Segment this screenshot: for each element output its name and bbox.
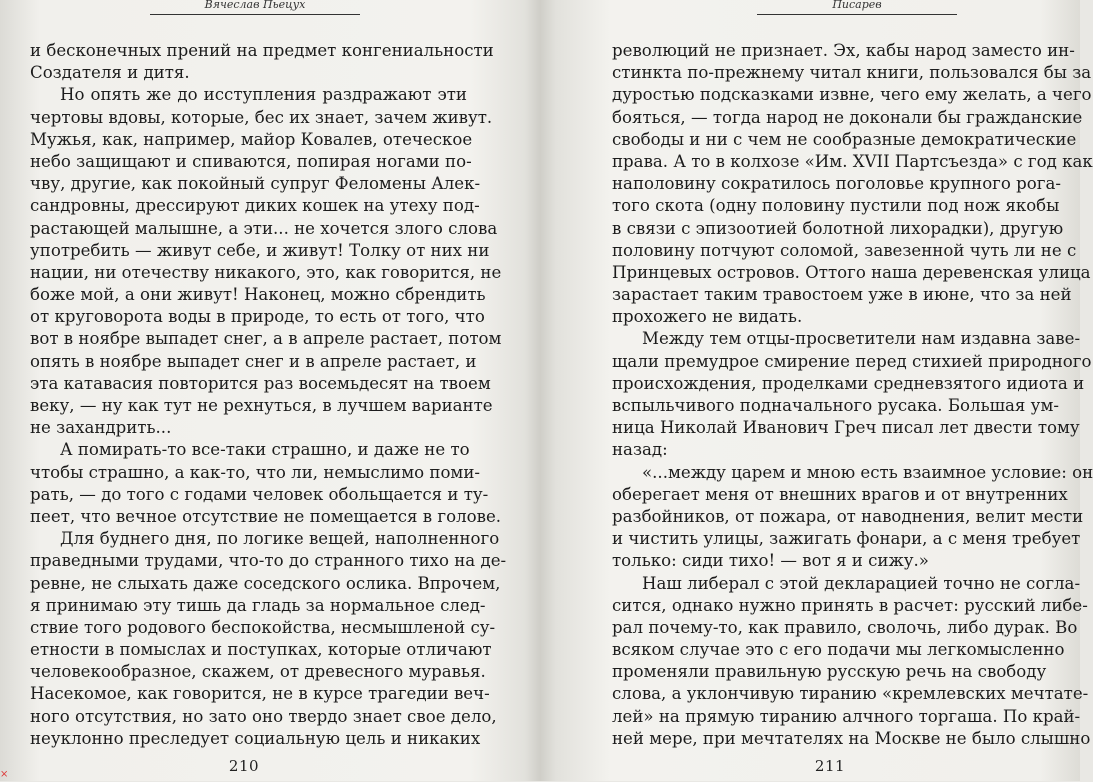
text-line: только: сиди тихо! — вот я и сижу.» (612, 551, 929, 571)
text-line: всяком случае это с его подачи мы легкомысленно (612, 640, 1065, 660)
text-line: того скота (одну половину пустили под нож якобы (612, 196, 1060, 216)
text-line: небо защищают и спиваются, попирая ногами по- (30, 151, 472, 171)
text-line: свободы и ни с чем не сообразные демократические (612, 129, 1077, 149)
text-line: вспыльчивого подначального русака. Большая ум- (612, 396, 1059, 415)
text-line: человекообразное, скажем, от древесного муравья. (30, 662, 486, 682)
text-line: лей» на прямую тиранию алчного торгаша. По край- (612, 706, 1081, 726)
text-line: Мужья, как, например, майор Ковалев, отеческое (30, 129, 473, 149)
running-head-right: Писарев (757, 0, 957, 15)
text-line: «...между царем и мною есть взаимное условие: он (642, 462, 1093, 482)
text-line: нации, ни отечеству никакого, это, как говорится, не (30, 262, 502, 282)
text-line: происхождения, проделками средневзятого идиота и (612, 373, 1085, 393)
text-line: в связи с эпизоотией болотной лихорадки), другую (612, 218, 1064, 238)
text-line: зарастает таким травостоем уже в июне, что за ней (612, 285, 1072, 305)
text-line: права. А то в колхозе «Им. XVII Партсъезда» с год как (612, 151, 1093, 171)
text-line: праведными трудами, что-то до странного тихо на де- (30, 551, 507, 571)
text-line: и бесконечных прений на предмет конгениальности (30, 41, 494, 60)
text-line: сандровны, дрессируют диких кошек на утеху под- (30, 196, 480, 216)
text-line: чтобы страшно, а как-то, что ли, немыслимо поми- (30, 462, 481, 482)
text-line: слова, а уклончивую тиранию «кремлевских мечтате- (612, 684, 1089, 704)
text-line: стинкта по-прежнему читал книги, пользовался бы за (612, 63, 1092, 83)
text-line: половину потчуют соломой, завезенной чуть ли не с (612, 240, 1077, 260)
text-line: веку, — ну как тут не рехнуться, в лучшем варианте (30, 396, 493, 415)
text-line: назад: (612, 440, 668, 460)
text-line: Принцевых островов. Оттого наша деревенская улица (612, 262, 1091, 282)
text-line: эта катавасия повторится раз восемьдесят на твоем (30, 373, 491, 393)
text-line: Между тем отцы-просветители нам издавна заве- (642, 329, 1081, 349)
text-line: А помирать-то все-таки страшно, и даже не то (60, 440, 470, 460)
running-head-left: Вячеслав Пьецух (150, 0, 360, 15)
corner-mark: × (0, 769, 9, 780)
text-line: Создателя и дитя. (30, 63, 190, 83)
text-line: ней мере, при мечтателях на Москве не было слышно (612, 728, 1091, 748)
text-line: Для буднего дня, по логике вещей, наполненного (60, 529, 500, 549)
page-number-left: 210 (228, 757, 260, 775)
text-line: революций не признает. Эх, кабы народ заместо ин- (612, 41, 1075, 60)
text-line: Наш либерал с этой декларацией точно не согла- (642, 573, 1081, 593)
text-line: ница Николай Иванович Греч писал лет двести тому (612, 418, 1080, 438)
text-line: прохожего не видать. (612, 307, 803, 327)
left-page-text (30, 40, 507, 750)
text-line: боже мой, а они живут! Наконец, можно сбрендить (30, 285, 486, 305)
text-line: ного отсутствия, но зато оно твердо знает свое дело, (30, 706, 497, 726)
text-line: чву, другие, как покойный супруг Феломены Алек- (30, 174, 481, 194)
text-line: вот в ноябре выпадет снег, а в апреле растает, потом (30, 329, 502, 349)
text-line: разбойников, от пожара, от наводнения, велит мести (612, 506, 1084, 526)
text-line: щали премудрое смирение перед стихией природного (612, 351, 1092, 371)
text-line: растающей малышне, а эти... не хочется злого слова (30, 218, 498, 238)
text-line: не захандрить... (30, 418, 172, 438)
text-line: наполовину сократилось поголовье крупного рога- (612, 174, 1061, 194)
text-line: неуклонно преследует социальную цель и никаких (30, 728, 481, 748)
text-line: оберегает меня от внешних врагов и от внутренних (612, 484, 1068, 504)
page-number-right: 211 (814, 757, 846, 775)
text-line: дуростью подсказками извне, чего ему желать, а чего (612, 85, 1092, 105)
text-line: ревне, не слыхать даже соседского ослика. Впрочем, (30, 573, 501, 593)
text-line: бояться, — тогда народ не доконали бы гражданские (612, 107, 1083, 127)
text-line: я принимаю эту тишь да гладь за нормальное след- (30, 595, 486, 615)
right-page-text (612, 40, 1093, 750)
text-line: сится, однако нужно принять в расчет: русский либе- (612, 595, 1088, 615)
text-line: Но опять же до исступления раздражают эти (60, 85, 467, 105)
text-line: променяли правильную русскую речь на свободу (612, 662, 1047, 682)
text-line: рал почему-то, как правило, сволочь, либо дурак. Во (612, 617, 1078, 637)
text-line: етности в помыслах и поступках, которые отличают (30, 640, 492, 660)
text-line: употребить — живут себе, и живут! Толку от них ни (30, 240, 490, 260)
text-line: опять в ноябре выпадет снег и в апреле растает, и (30, 351, 477, 371)
text-line: пеет, что вечное отсутствие не помещается в голове. (30, 506, 502, 526)
text-line: и чистить улицы, зажигать фонари, а с меня требует (612, 529, 1081, 549)
text-line: ствие того родового беспокойства, несмышленой су- (30, 617, 496, 637)
text-line: рать, — до того с годами человек обольщается и ту- (30, 484, 489, 504)
text-line: от круговорота воды в природе, то есть от того, что (30, 307, 485, 327)
text-line: Насекомое, как говорится, не в курсе трагедии веч- (30, 684, 490, 704)
text-line: чертовы вдовы, которые, бес их знает, зачем живут. (30, 107, 493, 127)
